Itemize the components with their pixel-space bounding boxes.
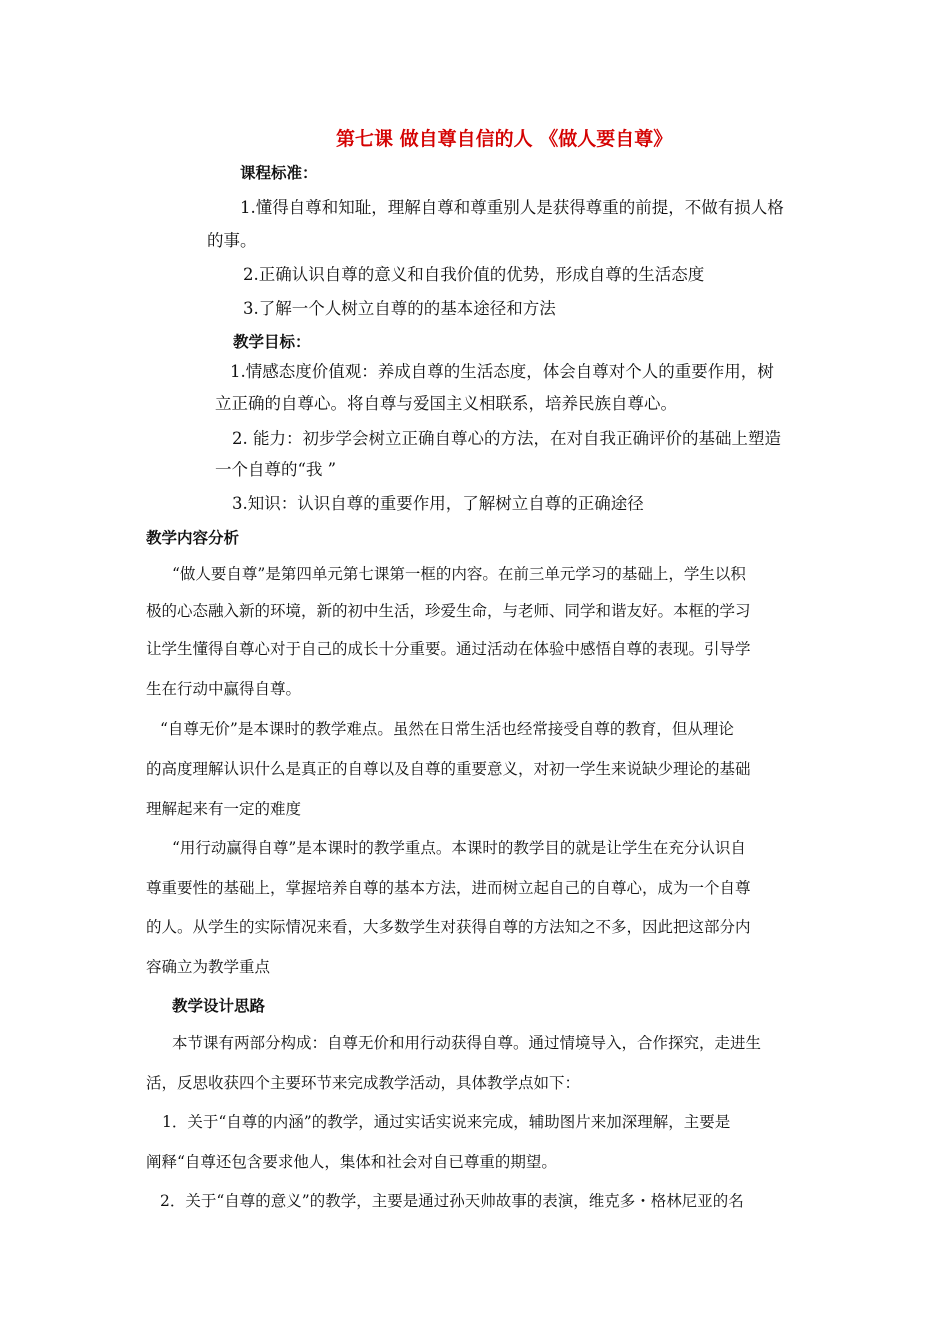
content-analysis-heading: 教学内容分析 [146,529,240,547]
paragraph-line: “自尊无价”是本课时的教学难点。虽然在日常生活也经常接受自尊的教育，但从理论 [160,720,734,738]
teaching-goal-1-cont: 立正确的自尊心。将自尊与爱国主义相联系，培养民族自尊心。 [215,394,677,413]
teaching-goal-2: 2. 能力：初步学会树立正确自尊心的方法，在对自我正确评价的基础上塑造 [232,429,781,448]
paragraph-line: 的人。从学生的实际情况来看，大多数学生对获得自尊的方法知之不多，因此把这部分内 [146,918,751,936]
paragraph-line: “做人要自尊”是第四单元第七课第一框的内容。在前三单元学习的基础上，学生以积 [172,565,746,583]
paragraph-line: 本节课有两部分构成：自尊无价和用行动获得自尊。通过情境导入，合作探究，走进生 [172,1034,762,1052]
course-standard-item-2: 2.正确认识自尊的意义和自我价值的优势，形成自尊的生活态度 [243,265,705,284]
paragraph-line: 容确立为教学重点 [146,958,271,976]
paragraph-line: 理解起来有一定的难度 [146,800,302,818]
paragraph-line: 的高度理解认识什么是真正的自尊以及自尊的重要意义，对初一学生来说缺少理论的基础 [146,760,751,778]
paragraph-line: 生在行动中赢得自尊。 [146,680,302,698]
paragraph-line: 阐释“自尊还包含要求他人，集体和社会对自已尊重的期望。 [146,1153,557,1171]
teaching-goals-heading: 教学目标： [233,333,311,351]
paragraph-line: 让学生懂得自尊心对于自己的成长十分重要。通过活动在体验中感悟自尊的表现。引导学 [146,640,751,658]
teaching-goal-1: 1.情感态度价值观：养成自尊的生活态度，体会自尊对个人的重要作用，树 [230,362,774,381]
paragraph-line: 2．关于“自尊的意义”的教学，主要是通过孙天帅故事的表演，维克多・格林尼亚的名 [160,1192,744,1210]
teaching-goal-3: 3.知识：认识自尊的重要作用，了解树立自尊的正确途径 [232,494,644,513]
teaching-goal-2-cont: 一个自尊的“我 ” [215,460,337,479]
lesson-title: 第七课 做自尊自信的人 《做人要自尊》 [336,128,673,150]
design-heading: 教学设计思路 [172,997,266,1015]
course-standard-item-1: 1.懂得自尊和知耻，理解自尊和尊重别人是获得尊重的前提，不做有损人格 [240,198,784,217]
course-standard-item-1-cont: 的事。 [207,231,257,250]
paragraph-line: 尊重要性的基础上，掌握培养自尊的基本方法，进而树立起自己的自尊心，成为一个自尊 [146,879,751,897]
paragraph-line: “用行动赢得自尊”是本课时的教学重点。本课时的教学目的就是让学生在充分认识自 [172,839,746,857]
paragraph-line: 极的心态融入新的环境，新的初中生活，珍爱生命，与老师、同学和谐友好。本框的学习 [146,602,751,620]
course-standard-heading: 课程标准： [240,164,318,182]
paragraph-line: 1．关于“自尊的内涵”的教学，通过实话实说来完成，辅助图片来加深理解，主要是 [162,1113,731,1131]
paragraph-line: 活，反思收获四个主要环节来完成教学活动，具体教学点如下： [146,1074,581,1092]
course-standard-item-3: 3.了解一个人树立自尊的的基本途径和方法 [243,299,556,318]
